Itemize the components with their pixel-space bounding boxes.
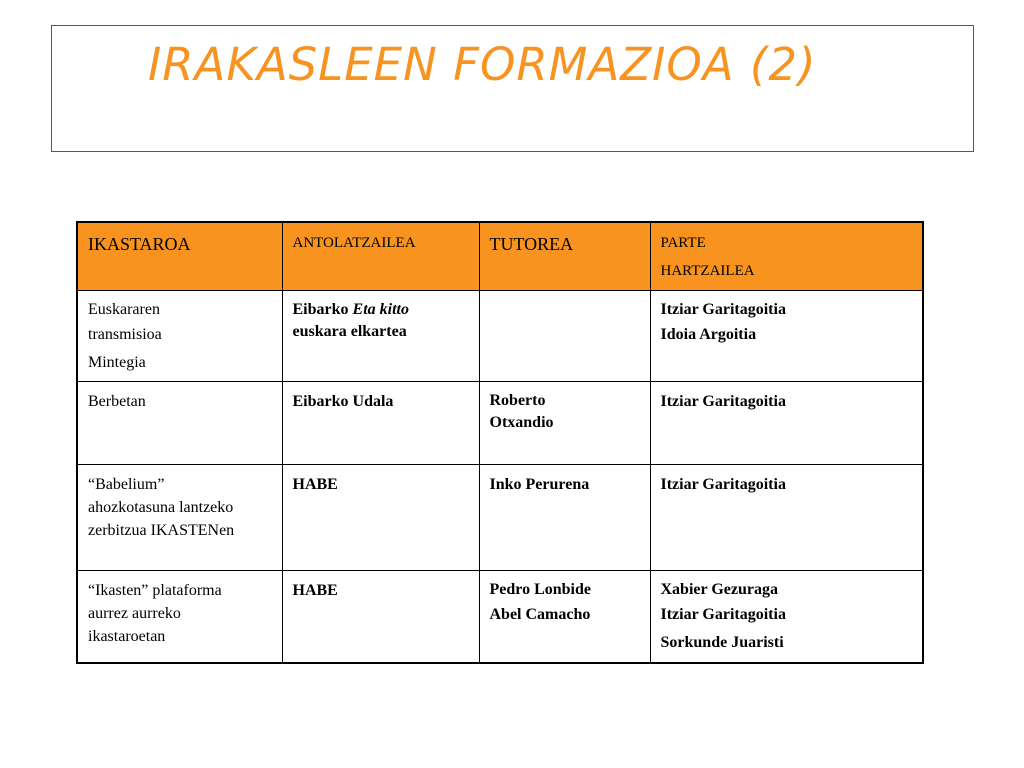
cell-participant-line1: Itziar Garitagoitia [660,300,786,318]
cell-tutor-line2: Abel Camacho [489,605,591,623]
cell-tutor-line2: Otxandio [489,413,554,431]
cell-tutor-line1: Pedro Lonbide [489,580,591,598]
table-row [77,464,923,570]
cell-participant-line2: Itziar Garitagoitia [660,605,786,623]
cell-tutor: Inko Perurena [479,464,650,570]
cell-course-line1: “Ikasten” plataforma [88,581,222,599]
cell-course-line1: “Babelium” [88,475,165,493]
cell-course [77,464,282,570]
cell-participant [650,290,923,381]
cell-participant: Itziar Garitagoitia [650,464,923,570]
courses-table [76,221,924,664]
cell-course-line1: Euskararen [88,300,160,318]
cell-participant [650,570,923,663]
cell-course-line2: transmisioa [88,325,162,343]
cell-participant-line1: Xabier Gezuraga [660,580,778,598]
cell-organizer: HABE [282,464,479,570]
cell-course [77,570,282,663]
header-organizer: ANTOLATZAILEA [282,222,479,290]
cell-organizer-line1 [293,299,469,321]
table-row [77,570,923,663]
cell-participant: Itziar Garitagoitia [650,381,923,464]
header-participant-line1: PARTE [660,235,706,251]
cell-course-line3: zerbitzua IKASTENen [88,521,235,539]
cell-tutor-line1: Roberto [489,391,546,409]
cell-participant-line2: Idoia Argoitia [660,325,757,343]
header-participant-line2: HARTZAILEA [660,263,755,279]
header-course: IKASTAROA [77,222,282,290]
cell-tutor [479,381,650,464]
header-tutor: TUTOREA [479,222,650,290]
cell-course-line2: aurrez aurreko [88,604,181,622]
cell-organizer-prefix: Eibarko [292,300,353,318]
cell-course-line3: ikastaroetan [88,627,166,645]
cell-organizer [282,290,479,381]
cell-course [77,290,282,381]
table-row [77,290,923,381]
cell-organizer-line2: euskara elkartea [292,322,407,340]
cell-course-line2: ahozkotasuna lantzeko [88,498,234,516]
cell-tutor [479,570,650,663]
cell-organizer: Eibarko Udala [282,381,479,464]
cell-course-line3: Mintegia [88,353,146,371]
cell-organizer-italic: Eta kitto [352,300,409,318]
cell-tutor [479,290,650,381]
table-header-row [77,222,923,290]
cell-participant-line3: Sorkunde Juaristi [660,633,784,651]
slide-title: IRAKASLEEN FORMAZIOA (2) [148,38,817,91]
title-box [51,25,974,152]
table-row [77,381,923,464]
cell-organizer: HABE [282,570,479,663]
header-participant [650,222,923,290]
cell-course: Berbetan [77,381,282,464]
